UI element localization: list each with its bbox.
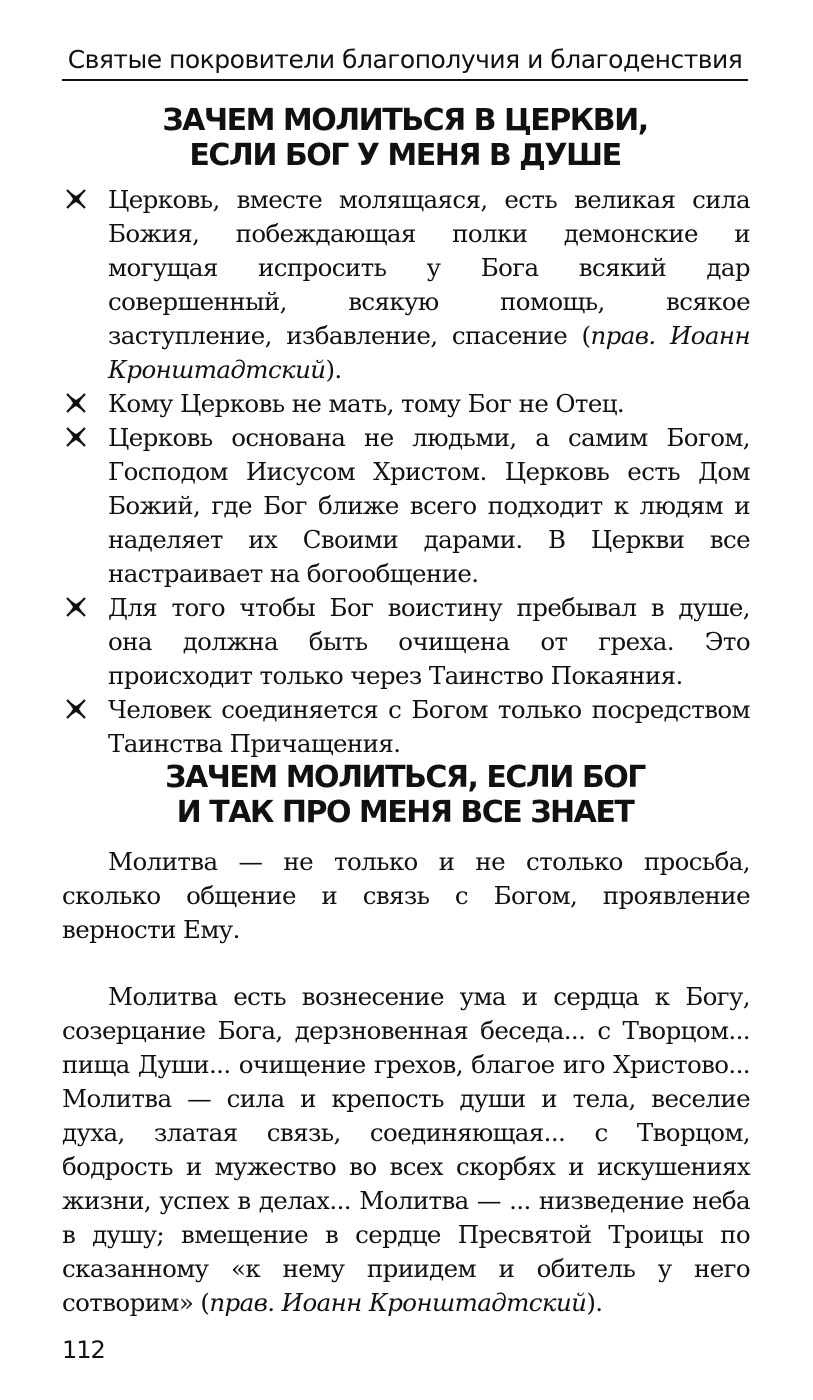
- title-line: И ТАК ПРО МЕНЯ ВСЕ ЗНАЕТ: [176, 795, 634, 830]
- title-line: ЗАЧЕМ МОЛИТЬСЯ, ЕСЛИ БОГ: [165, 760, 645, 795]
- cross-pattee-icon: [66, 393, 86, 413]
- section-title-prayer: [62, 760, 748, 830]
- cross-pattee-icon: [66, 189, 86, 209]
- bullet-list: [62, 183, 750, 761]
- list-item: Кому Церковь не мать, тому Бог не Отец.: [62, 387, 750, 421]
- cross-pattee-icon: [66, 597, 86, 617]
- cross-pattee-icon: [66, 427, 86, 447]
- paragraph: Молитва есть вознесение ума и сердца к Богу, созерцание Бога, дерзновенная беседа... с Творцом... пища Души... очищение грехов, благое иго Христово... Молитва — сила и крепость души и тела, веселие духа, златая связь, соединяющая... с Творцом, бодрость и мужество во всех скорбях и искушениях жизни, успех в делах... Молитва — ... низведение неба в душу; вмещение в сердце Пресвятой Троицы по сказанному «к нему приидем и обитель у него сотворим» (прав. Иоанн Кронштадтский).: [62, 982, 750, 1317]
- list-item: Церковь основана не людьми, а самим Богом, Господом Иисусом Христом. Церковь есть Дом Божий, где Бог ближе всего подходит к людям и наделяет их Своими дарами. В Церкви все настраивает на богообщение.: [62, 421, 750, 591]
- title-line: ЕСЛИ БОГ У МЕНЯ В ДУШЕ: [189, 138, 621, 173]
- header-rule: [62, 79, 748, 81]
- section-title-church: [62, 103, 748, 173]
- paragraph: Молитва — не только и не столько просьба, сколько общение и связь с Богом, проявление верности Ему.: [62, 847, 750, 944]
- page-number: 112: [62, 1336, 105, 1364]
- title-line: ЗАЧЕМ МОЛИТЬСЯ В ЦЕРКВИ,: [162, 103, 648, 138]
- citation: прав. Иоанн Кронштадтский: [108, 321, 750, 384]
- running-head: Святые покровители благополучия и благоденствия: [67, 45, 743, 74]
- list-item: Человек соединяется с Богом только посредством Таинства Причащения.: [62, 693, 750, 761]
- citation: прав. Иоанн Кронштадтский: [209, 1288, 587, 1317]
- list-item: Для того чтобы Бог воистину пребывал в душе, она должна быть очищена от греха. Это происходит только через Таинство Покаяния.: [62, 591, 750, 693]
- cross-pattee-icon: [66, 699, 86, 719]
- list-item: Церковь, вместе молящаяся, есть великая сила Божия, побеждающая полки демонские и могущая испросить у Бога всякий дар совершенный, всякую помощь, всякое заступление, избавление, спасение (прав. Иоанн Кронштадтский).: [62, 183, 750, 387]
